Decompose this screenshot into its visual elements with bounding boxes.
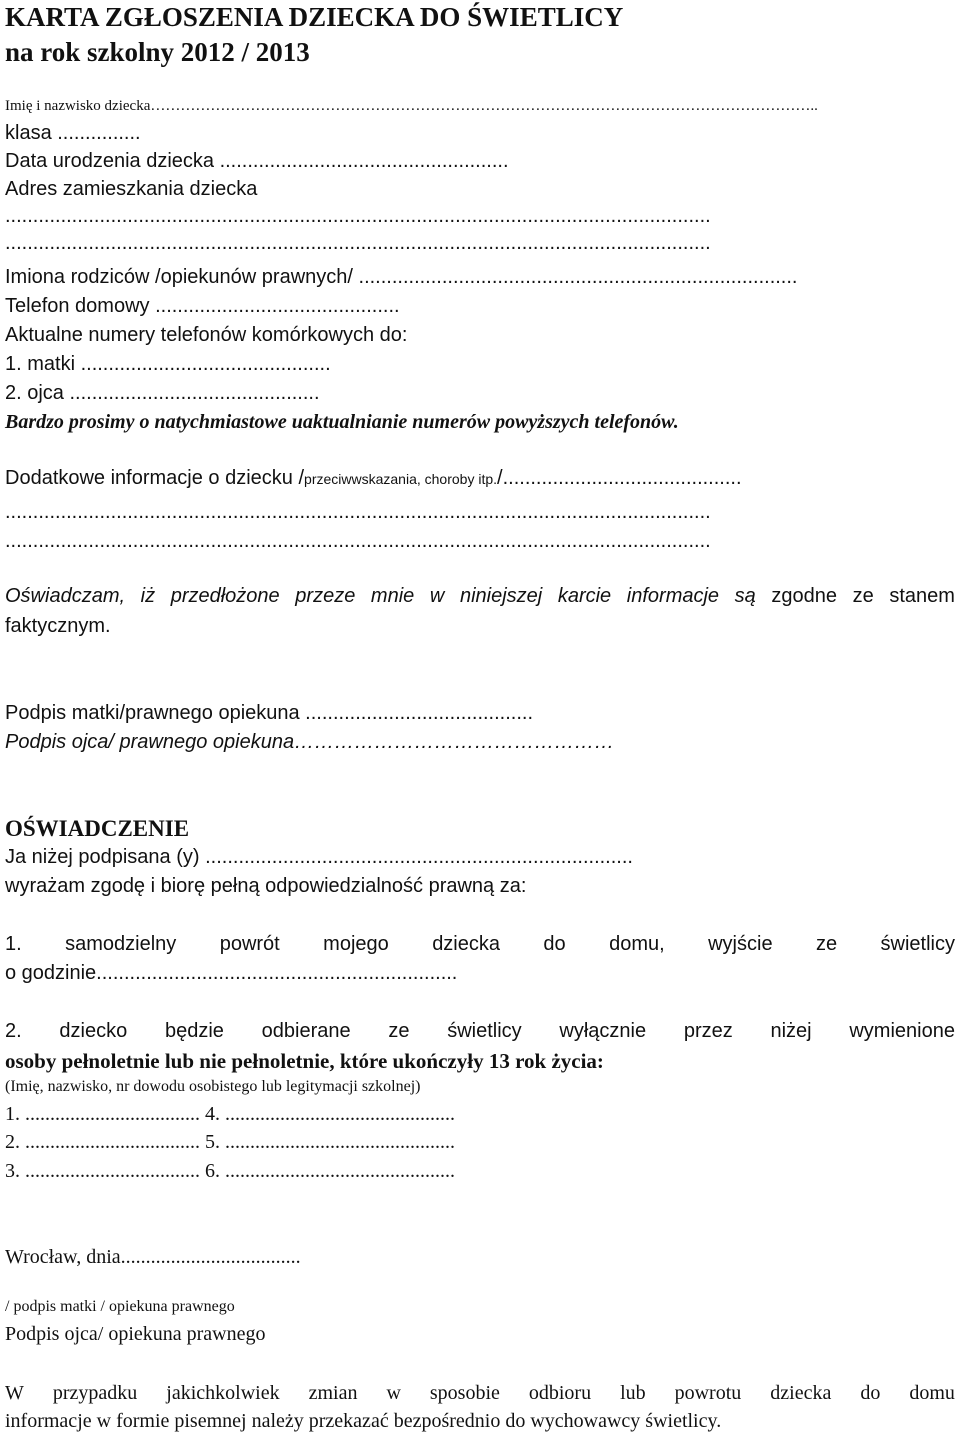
extra-info-field [5, 467, 742, 490]
option-word: 2. [5, 1020, 22, 1042]
notice-word: W [5, 1382, 24, 1404]
option-word: dziecka [432, 933, 500, 955]
notice-word: lub [620, 1382, 646, 1404]
declaration-word: przeze [295, 585, 356, 607]
option-word: odbierane [261, 1020, 351, 1042]
mother-signature-field: Podpis matki/prawnego opiekuna ......................................... [5, 702, 534, 724]
declaration-word: Oświadczam, [5, 585, 126, 607]
authorized-person-row: 1. ................................... 4. .............................................. [5, 1103, 455, 1125]
declaration-word: w [429, 585, 445, 607]
address-label: Adres zamieszkania dziecka [5, 178, 258, 200]
statement-heading: OŚWIADCZENIE [5, 816, 190, 841]
authorized-person-row: 2. ................................... 5. .............................................. [5, 1131, 455, 1153]
notice-word: do [860, 1382, 881, 1404]
extra-info-hint: przeciwwskazania, choroby itp. [304, 471, 498, 487]
declaration-line [5, 585, 955, 608]
phone-update-notice: Bardzo prosimy o natychmiastowe uaktualnianie numerów powyższych telefonów. [5, 411, 679, 433]
option-word: 1. [5, 933, 22, 955]
notice-word: zmian [308, 1382, 358, 1404]
option-word: będzie [164, 1020, 224, 1042]
mobile-phones-label: Aktualne numery telefonów komórkowych do: [5, 324, 408, 346]
option-word: samodzielny [65, 933, 177, 955]
extra-info-line: ............................................................................................................................... [5, 530, 711, 552]
notice-word: w [386, 1382, 401, 1404]
option-word: ze [815, 933, 838, 955]
declaration-word: przedłożone [170, 585, 280, 607]
option-word: ze [388, 1020, 410, 1042]
notice-word: jakichkolwiek [166, 1382, 280, 1404]
option-word: świetlicy [880, 933, 955, 955]
declaration-word: iż [140, 585, 156, 607]
option-1-line [5, 933, 955, 956]
mother-phone-field: 1. matki ............................................. [5, 353, 331, 375]
option-word: niżej [770, 1020, 812, 1042]
extra-info-label: Dodatkowe informacje o dziecku / [5, 467, 305, 489]
option-word: do [543, 933, 566, 955]
declaration-line: faktycznym. [5, 615, 111, 637]
option-2-line [5, 1020, 955, 1043]
notice-word: domu [909, 1382, 955, 1404]
declaration-word: ze [852, 585, 874, 607]
option-word: mojego [323, 933, 389, 955]
mother-signature-caption: / podpis matki / opiekuna prawnego [5, 1298, 235, 1315]
school-year: na rok szkolny 2012 / 2013 [5, 37, 310, 67]
option-word: świetlicy [447, 1020, 522, 1042]
option-word: wyjście [708, 933, 773, 955]
final-notice-line [5, 1382, 955, 1405]
authorized-persons-heading: osoby pełnoletnie lub nie pełnoletnie, które ukończyły 13 rok życia: [5, 1049, 604, 1073]
option-word: dziecko [59, 1020, 128, 1042]
option-word: powrót [219, 933, 280, 955]
declaration-word: są [734, 585, 756, 607]
place-date-field: Wrocław, dnia.................................... [5, 1246, 301, 1268]
declaration-word: karcie [557, 585, 612, 607]
notice-word: dziecka [770, 1382, 832, 1404]
extra-info-line: ............................................................................................................................... [5, 501, 711, 523]
option-word: przez [683, 1020, 733, 1042]
home-phone-field: Telefon domowy ............................................ [5, 295, 400, 317]
declaration-word: zgodne [771, 585, 838, 607]
option-word: domu, [609, 933, 665, 955]
father-signature-caption: Podpis ojca/ opiekuna prawnego [5, 1323, 266, 1345]
birth-date-field: Data urodzenia dziecka .................................................... [5, 150, 509, 172]
declaration-word: stanem [889, 585, 955, 607]
class-field: klasa ............... [5, 122, 141, 144]
notice-word: sposobie [429, 1382, 500, 1404]
father-phone-field: 2. ojca ............................................. [5, 382, 320, 404]
declaration-word: informacje [626, 585, 720, 607]
notice-word: powrotu [674, 1382, 742, 1404]
notice-word: przypadku [52, 1382, 138, 1404]
authorized-persons-hint: (Imię, nazwisko, nr dowodu osobistego lub legitymacji szkolnej) [5, 1078, 421, 1095]
extra-info-dots: /........................................... [497, 467, 742, 489]
option-word: wymienione [849, 1020, 955, 1042]
authorized-person-row: 3. ................................... 6. .............................................. [5, 1160, 455, 1182]
notice-word: odbioru [528, 1382, 592, 1404]
page-title: KARTA ZGŁOSZENIA DZIECKA DO ŚWIETLICY [5, 2, 624, 32]
declaration-word: niniejszej [459, 585, 543, 607]
return-time-field: o godzinie................................................................. [5, 962, 458, 984]
final-notice-line: informacje w formie pisemnej należy przekazać bezpośrednio do wychowawcy świetlicy. [5, 1410, 722, 1432]
consent-text: wyrażam zgodę i biorę pełną odpowiedzialność prawną za: [5, 875, 527, 897]
father-signature-field: Podpis ojca/ prawnego opiekuna………………………………………… [5, 731, 615, 753]
undersigned-field: Ja niżej podpisana (y) ............................................................................. [5, 846, 633, 868]
parents-field: Imiona rodziców /opiekunów prawnych/ ............................................................................... [5, 266, 798, 288]
option-word: wyłącznie [559, 1020, 647, 1042]
address-line: ............................................................................................................................... [5, 232, 711, 254]
declaration-word: mnie [370, 585, 415, 607]
child-name-field: Imię i nazwisko dziecka…………………………………………………………………………………………………………………….. [5, 98, 818, 114]
address-line: ............................................................................................................................... [5, 205, 711, 227]
